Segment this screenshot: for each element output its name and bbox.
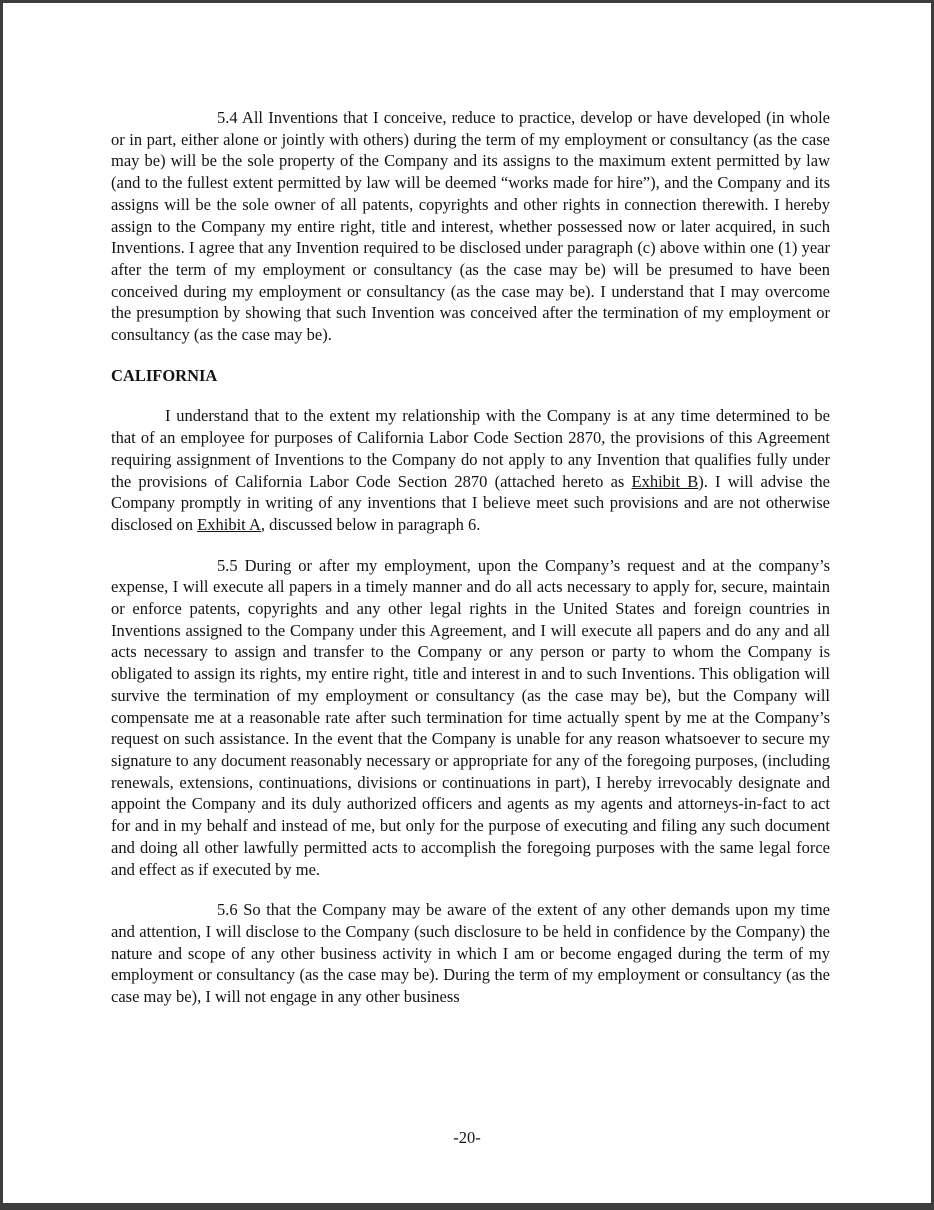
paragraph-5-6: 5.6 So that the Company may be aware of the extent of any other demands upon my time and attention, I will disclose to the Company (such disclosure to be held in confidence by the Company) the nature and scope of any other business activity in which I am or become engaged during the term of my employment or consultancy (as the case may be). During the term of my employment or consultancy (as the case may be), I will not engage in any other business: [111, 900, 830, 1007]
document-body: [3, 3, 931, 1008]
page-number: -20-: [453, 1128, 481, 1148]
section-heading-california: CALIFORNIA: [111, 365, 218, 385]
paragraph-5-4: 5.4 All Inventions that I conceive, reduce to practice, develop or have developed (in whole or in part, either alone or jointly with others) during the term of my employment or consultancy (as the case may be) will be the sole property of the Company and its assigns to the maximum extent permitted by law (and to the fullest extent permitted by law will be deemed “works made for hire”), and the Company and its assigns will be the sole owner of all patents, copyrights and other rights in connection therewith. I hereby assign to the Company my entire right, title and interest, whether possessed now or later acquired, in such Inventions. I agree that any Invention required to be disclosed under paragraph (c) above within one (1) year after the term of my employment or consultancy (as the case may be) will be presumed to have been conceived during my employment or consultancy (as the case may be). I understand that I may overcome the presumption by showing that such Invention was conceived after the termination of my employment or consultancy (as the case may be).: [111, 108, 830, 345]
paragraph-california: I understand that to the extent my relationship with the Company is at any time determined to be that of an employee for purposes of California Labor Code Section 2870, the provisions of this Agreement requiring assignment of Inventions to the Company do not apply to any Invention that qualifies fully under the provisions of California Labor Code Section 2870 (attached hereto as Exhibit B). I will advise the Company promptly in writing of any inventions that I believe meet such provisions and are not otherwise disclosed on Exhibit A, discussed below in paragraph 6.: [111, 406, 830, 534]
paragraph-5-5: 5.5 During or after my employment, upon the Company’s request and at the company’s expense, I will execute all papers in a timely manner and do all acts necessary to apply for, secure, maintain or enforce patents, copyrights and any other legal rights in the United States and foreign countries in Inventions assigned to the Company under this Agreement, and I will execute all papers and do any and all acts necessary to assign and transfer to the Company or any person or party to whom the Company is obligated to assign its rights, my entire right, title and interest in and to such Inventions. This obligation will survive the termination of my employment or consultancy (as the case may be), but the Company will compensate me at a reasonable rate after such termination for time actually spent by me at the Company’s request on such assistance. In the event that the Company is unable for any reason whatsoever to secure my signature to any document reasonably necessary or appropriate for any of the foregoing purposes, (including renewals, extensions, continuations, divisions or continuations in part), I hereby irrevocably designate and appoint the Company and its duly authorized officers and agents as my agents and attorneys-in-fact to act for and in my behalf and instead of me, but only for the purpose of executing and filing any such document and doing all other lawfully permitted acts to accomplish the foregoing purposes with the same legal force and effect as if executed by me.: [111, 555, 830, 879]
